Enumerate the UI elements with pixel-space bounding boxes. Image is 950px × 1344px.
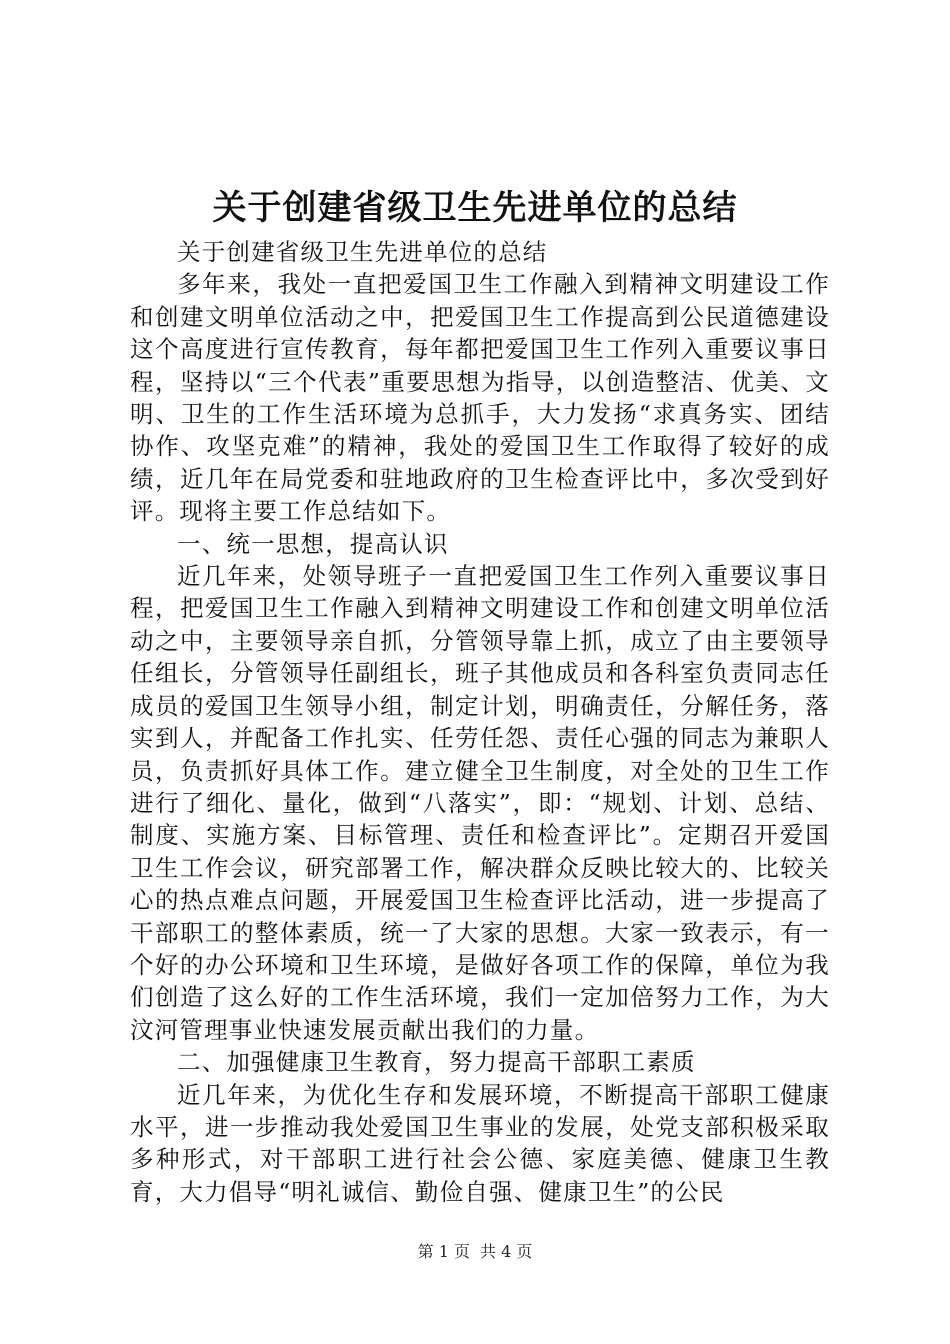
section-heading-1: 一、统一思想，提高认识 (177, 529, 449, 558)
page-total: 共 4 页 (480, 1242, 533, 1261)
page-number: 第 1 页 (417, 1242, 470, 1261)
intro-paragraph: 多年来，我处一直把爱国卫生工作融入到精神文明建设工作和创建文明单位活动之中，把爱国卫生工作提高到公民道德建设这个高度进行宣传教育，每年都把爱国卫生工作列入重要议事日程，坚持以“三个代表”重要思想为指导，以创造整洁、优美、文明、卫生的工作生活环境为总抓手，大力发扬“求真务实、团结协作、攻坚克难”的精神，我处的爱国卫生工作取得了较好的成绩，近几年在局党委和驻地政府的卫生检查评比中，多次受到好评。现将主要工作总结如下。 (130, 270, 830, 526)
section-heading-2: 二、加强健康卫生教育，努力提高干部职工素质 (177, 1048, 696, 1077)
document-body (130, 236, 830, 1208)
subtitle-paragraph: 关于创建省级卫生先进单位的总结 (177, 238, 548, 266)
document-title: 关于创建省级卫生先进单位的总结 (212, 188, 738, 228)
page-footer (0, 1241, 950, 1263)
section-2-paragraph: 近几年来，为优化生存和发展环境，不断提高干部职工健康水平，进一步推动我处爱国卫生事业的发展，处党支部积极采取多种形式，对干部职工进行社会公德、家庭美德、健康卫生教育，大力倡导“明礼诚信、勤俭自强、健康卫生”的公民 (130, 1080, 830, 1206)
section-1-paragraph: 近几年来，处领导班子一直把爱国卫生工作列入重要议事日程，把爱国卫生工作融入到精神文明建设工作和创建文明单位活动之中，主要领导亲自抓，分管领导靠上抓，成立了由主要领导任组长，分管领导任副组长，班子其他成员和各科室负责同志任成员的爱国卫生领导小组，制定计划，明确责任，分解任务，落实到人，并配备工作扎实、任劳任怨、责任心强的同志为兼职人员，负责抓好具体工作。建立健全卫生制度，对全处的卫生工作进行了细化、量化，做到“八落实”，即：“规划、计划、总结、制度、实施方案、目标管理、责任和检查评比”。定期召开爱国卫生工作会议，研究部署工作，解决群众反映比较大的、比较关心的热点难点问题，开展爱国卫生检查评比活动，进一步提高了干部职工的整体素质，统一了大家的思想。大家一致表示，有一个好的办公环境和卫生环境，是做好各项工作的保障，单位为我们创造了这么好的工作生活环境，我们一定加倍努力工作，为大汶河管理事业快速发展贡献出我们的力量。 (130, 562, 830, 1044)
